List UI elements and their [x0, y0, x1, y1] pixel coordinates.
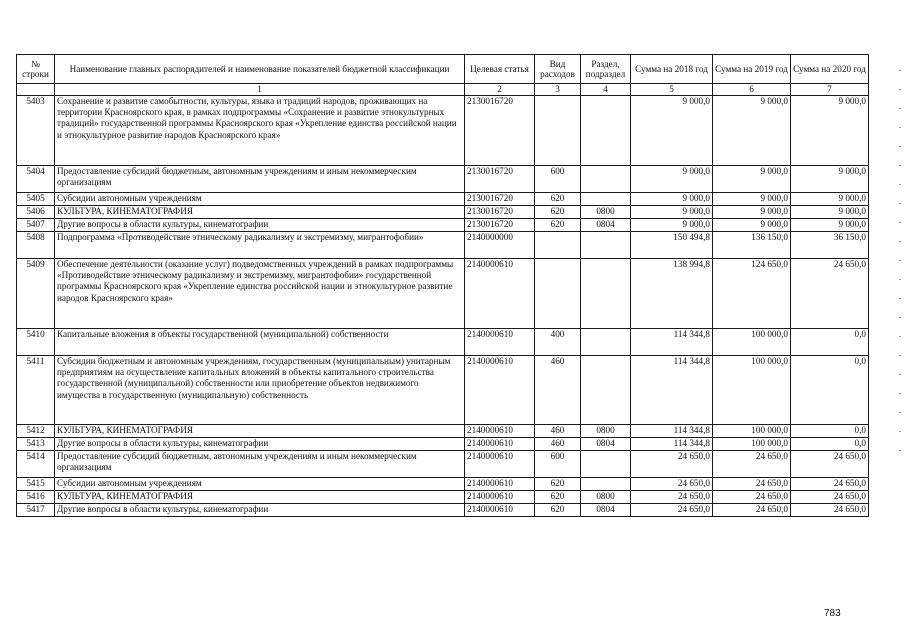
- header-sum-2019: Сумма на 2019 год: [713, 55, 791, 84]
- target-article-cell: 2140000610: [465, 451, 535, 478]
- expense-type-cell: 460: [535, 425, 581, 438]
- sum-2018-cell: 9 000,0: [631, 219, 713, 232]
- sum-2020-cell: 9 000,0: [791, 166, 869, 193]
- row-name-cell: Сохранение и развитие самобытности, культуры, языка и традиций народов, проживающих на территории Красноярского края, в рамках подпрограммы «Сохранение и развитие этнокультурных традиций» государственной программы Красноярского края «Укрепление единства российской нации и этнокультурное развитие народов Красноярского края»: [55, 96, 465, 166]
- expense-type-cell: [535, 232, 581, 259]
- sum-2018-cell: 150 494,8: [631, 232, 713, 259]
- table-row: [17, 259, 869, 329]
- sum-2019-cell: 24 650,0: [713, 491, 791, 504]
- column-number: 1: [55, 84, 465, 96]
- row-number-cell: 5405: [17, 193, 55, 206]
- expense-type-cell: 620: [535, 504, 581, 517]
- row-number-cell: 5413: [17, 438, 55, 451]
- header-expense-type: Вид расходов: [535, 55, 581, 84]
- section-cell: [581, 451, 631, 478]
- sum-2020-cell: 0,0: [791, 329, 869, 356]
- row-number-cell: 5403: [17, 96, 55, 166]
- row-number-cell: 5406: [17, 206, 55, 219]
- target-article-cell: 2130016720: [465, 206, 535, 219]
- section-cell: [581, 356, 631, 425]
- row-name-cell: Субсидии бюджетным и автономным учреждениям, государственным (муниципальным) унитарным предприятиям на осуществление капитальных вложений в объекты капитального строительства государственной (муниципальной) собственности или приобретение объектов недвижимого имущества в государственную (муниципальную) собственность: [55, 356, 465, 425]
- sum-2019-cell: 100 000,0: [713, 438, 791, 451]
- section-cell: [581, 193, 631, 206]
- row-name-cell: Капитальные вложения в объекты государственной (муниципальной) собственности: [55, 329, 465, 356]
- sum-2020-cell: 9 000,0: [791, 219, 869, 232]
- sum-2019-cell: 100 000,0: [713, 356, 791, 425]
- sum-2019-cell: 9 000,0: [713, 219, 791, 232]
- sum-2019-cell: 9 000,0: [713, 166, 791, 193]
- target-article-cell: 2140000000: [465, 232, 535, 259]
- section-cell: [581, 329, 631, 356]
- row-number-cell: 5415: [17, 478, 55, 491]
- row-name-cell: Другие вопросы в области культуры, кинематографии: [55, 438, 465, 451]
- header-target-article: Целевая статья: [465, 55, 535, 84]
- sum-2019-cell: 124 650,0: [713, 259, 791, 329]
- sum-2018-cell: 24 650,0: [631, 491, 713, 504]
- expense-type-cell: 460: [535, 438, 581, 451]
- expense-type-cell: 620: [535, 491, 581, 504]
- sum-2020-cell: 24 650,0: [791, 259, 869, 329]
- expense-type-cell: 620: [535, 219, 581, 232]
- table-row: [17, 329, 869, 356]
- section-cell: [581, 232, 631, 259]
- row-number-cell: 5404: [17, 166, 55, 193]
- sum-2019-cell: 24 650,0: [713, 451, 791, 478]
- sum-2020-cell: 0,0: [791, 425, 869, 438]
- sum-2018-cell: 114 344,8: [631, 329, 713, 356]
- expense-type-cell: 620: [535, 206, 581, 219]
- budget-table: [16, 54, 869, 517]
- target-article-cell: 2130016720: [465, 219, 535, 232]
- section-cell: 0800: [581, 491, 631, 504]
- row-number-cell: 5409: [17, 259, 55, 329]
- row-name-cell: Субсидии автономным учреждениям: [55, 193, 465, 206]
- header-row-no: № строки: [17, 55, 55, 84]
- sum-2019-cell: 9 000,0: [713, 193, 791, 206]
- table-row: [17, 206, 869, 219]
- row-number-cell: 5408: [17, 232, 55, 259]
- target-article-cell: 2140000610: [465, 425, 535, 438]
- row-number-cell: 5416: [17, 491, 55, 504]
- column-number: 3: [535, 84, 581, 96]
- sum-2018-cell: 114 344,8: [631, 425, 713, 438]
- sum-2019-cell: 9 000,0: [713, 96, 791, 166]
- table-row: [17, 193, 869, 206]
- header-sum-2018: Сумма на 2018 год: [631, 55, 713, 84]
- sum-2020-cell: 36 150,0: [791, 232, 869, 259]
- row-name-cell: КУЛЬТУРА, КИНЕМАТОГРАФИЯ: [55, 206, 465, 219]
- row-number-cell: 5411: [17, 356, 55, 425]
- section-cell: [581, 96, 631, 166]
- row-number-cell: 5414: [17, 451, 55, 478]
- table-row: [17, 425, 869, 438]
- row-name-cell: КУЛЬТУРА, КИНЕМАТОГРАФИЯ: [55, 425, 465, 438]
- sum-2020-cell: 24 650,0: [791, 491, 869, 504]
- row-name-cell: Обеспечение деятельности (оказание услуг) подведомственных учреждений в рамках подпрограммы «Противодействие этническому радикализму и экстремизму, мигрантофобии» государственной программы Красноярского края «Укрепление единства российской нации и этнокультурное развитие народов Красноярского края»: [55, 259, 465, 329]
- sum-2018-cell: 9 000,0: [631, 166, 713, 193]
- sum-2018-cell: 24 650,0: [631, 504, 713, 517]
- target-article-cell: 2130016720: [465, 193, 535, 206]
- row-number-cell: 5412: [17, 425, 55, 438]
- sum-2020-cell: 9 000,0: [791, 96, 869, 166]
- section-cell: 0804: [581, 504, 631, 517]
- section-cell: 0800: [581, 425, 631, 438]
- column-number: 4: [581, 84, 631, 96]
- sum-2020-cell: 9 000,0: [791, 206, 869, 219]
- target-article-cell: 2140000610: [465, 329, 535, 356]
- sum-2020-cell: 24 650,0: [791, 478, 869, 491]
- scan-edge-marks: [899, 70, 903, 469]
- target-article-cell: 2140000610: [465, 356, 535, 425]
- sum-2019-cell: 24 650,0: [713, 478, 791, 491]
- row-number-cell: 5407: [17, 219, 55, 232]
- row-name-cell: КУЛЬТУРА, КИНЕМАТОГРАФИЯ: [55, 491, 465, 504]
- section-cell: [581, 166, 631, 193]
- row-name-cell: Другие вопросы в области культуры, кинематографии: [55, 504, 465, 517]
- sum-2018-cell: 114 344,8: [631, 438, 713, 451]
- sum-2018-cell: 114 344,8: [631, 356, 713, 425]
- table-header-row: [17, 55, 869, 84]
- column-number-row: [17, 84, 869, 96]
- target-article-cell: 2140000610: [465, 438, 535, 451]
- table-row: [17, 491, 869, 504]
- expense-type-cell: 620: [535, 478, 581, 491]
- sum-2019-cell: 100 000,0: [713, 425, 791, 438]
- sum-2020-cell: 0,0: [791, 356, 869, 425]
- column-number: 7: [791, 84, 869, 96]
- section-cell: 0804: [581, 219, 631, 232]
- sum-2020-cell: 24 650,0: [791, 504, 869, 517]
- expense-type-cell: 600: [535, 166, 581, 193]
- header-sum-2020: Сумма на 2020 год: [791, 55, 869, 84]
- table-row: [17, 478, 869, 491]
- row-number-cell: 5417: [17, 504, 55, 517]
- expense-type-cell: 460: [535, 356, 581, 425]
- column-number: [17, 84, 55, 96]
- expense-type-cell: 400: [535, 329, 581, 356]
- page-number: 783: [824, 608, 841, 619]
- table-row: [17, 232, 869, 259]
- row-name-cell: Другие вопросы в области культуры, кинематографии: [55, 219, 465, 232]
- section-cell: 0800: [581, 206, 631, 219]
- table-body: [17, 96, 869, 517]
- sum-2018-cell: 24 650,0: [631, 478, 713, 491]
- table-row: [17, 96, 869, 166]
- sum-2019-cell: 136 150,0: [713, 232, 791, 259]
- column-number: 6: [713, 84, 791, 96]
- target-article-cell: 2140000610: [465, 491, 535, 504]
- target-article-cell: 2140000610: [465, 259, 535, 329]
- target-article-cell: 2140000610: [465, 478, 535, 491]
- column-number: 5: [631, 84, 713, 96]
- target-article-cell: 2130016720: [465, 96, 535, 166]
- sum-2018-cell: 9 000,0: [631, 206, 713, 219]
- header-name: Наименование главных распорядителей и наименование показателей бюджетной классификации: [55, 55, 465, 84]
- row-name-cell: Предоставление субсидий бюджетным, автономным учреждениям и иным некоммерческим организациям: [55, 451, 465, 478]
- column-number: 2: [465, 84, 535, 96]
- table-row: [17, 219, 869, 232]
- expense-type-cell: 600: [535, 451, 581, 478]
- row-name-cell: Предоставление субсидий бюджетным, автономным учреждениям и иным некоммерческим организациям: [55, 166, 465, 193]
- sum-2019-cell: 9 000,0: [713, 206, 791, 219]
- expense-type-cell: [535, 96, 581, 166]
- section-cell: [581, 259, 631, 329]
- table-row: [17, 356, 869, 425]
- sum-2020-cell: 24 650,0: [791, 451, 869, 478]
- row-number-cell: 5410: [17, 329, 55, 356]
- section-cell: 0804: [581, 438, 631, 451]
- expense-type-cell: [535, 259, 581, 329]
- table-row: [17, 166, 869, 193]
- sum-2019-cell: 24 650,0: [713, 504, 791, 517]
- sum-2018-cell: 138 994,8: [631, 259, 713, 329]
- target-article-cell: 2140000610: [465, 504, 535, 517]
- sum-2020-cell: 0,0: [791, 438, 869, 451]
- expense-type-cell: 620: [535, 193, 581, 206]
- sum-2019-cell: 100 000,0: [713, 329, 791, 356]
- sum-2018-cell: 9 000,0: [631, 96, 713, 166]
- row-name-cell: Подпрограмма «Противодействие этническому радикализму и экстремизму, мигрантофобии»: [55, 232, 465, 259]
- sum-2018-cell: 9 000,0: [631, 193, 713, 206]
- header-section: Раздел, подраздел: [581, 55, 631, 84]
- table-row: [17, 504, 869, 517]
- table-row: [17, 451, 869, 478]
- target-article-cell: 2130016720: [465, 166, 535, 193]
- row-name-cell: Субсидии автономным учреждениям: [55, 478, 465, 491]
- sum-2020-cell: 9 000,0: [791, 193, 869, 206]
- sum-2018-cell: 24 650,0: [631, 451, 713, 478]
- table-row: [17, 438, 869, 451]
- section-cell: [581, 478, 631, 491]
